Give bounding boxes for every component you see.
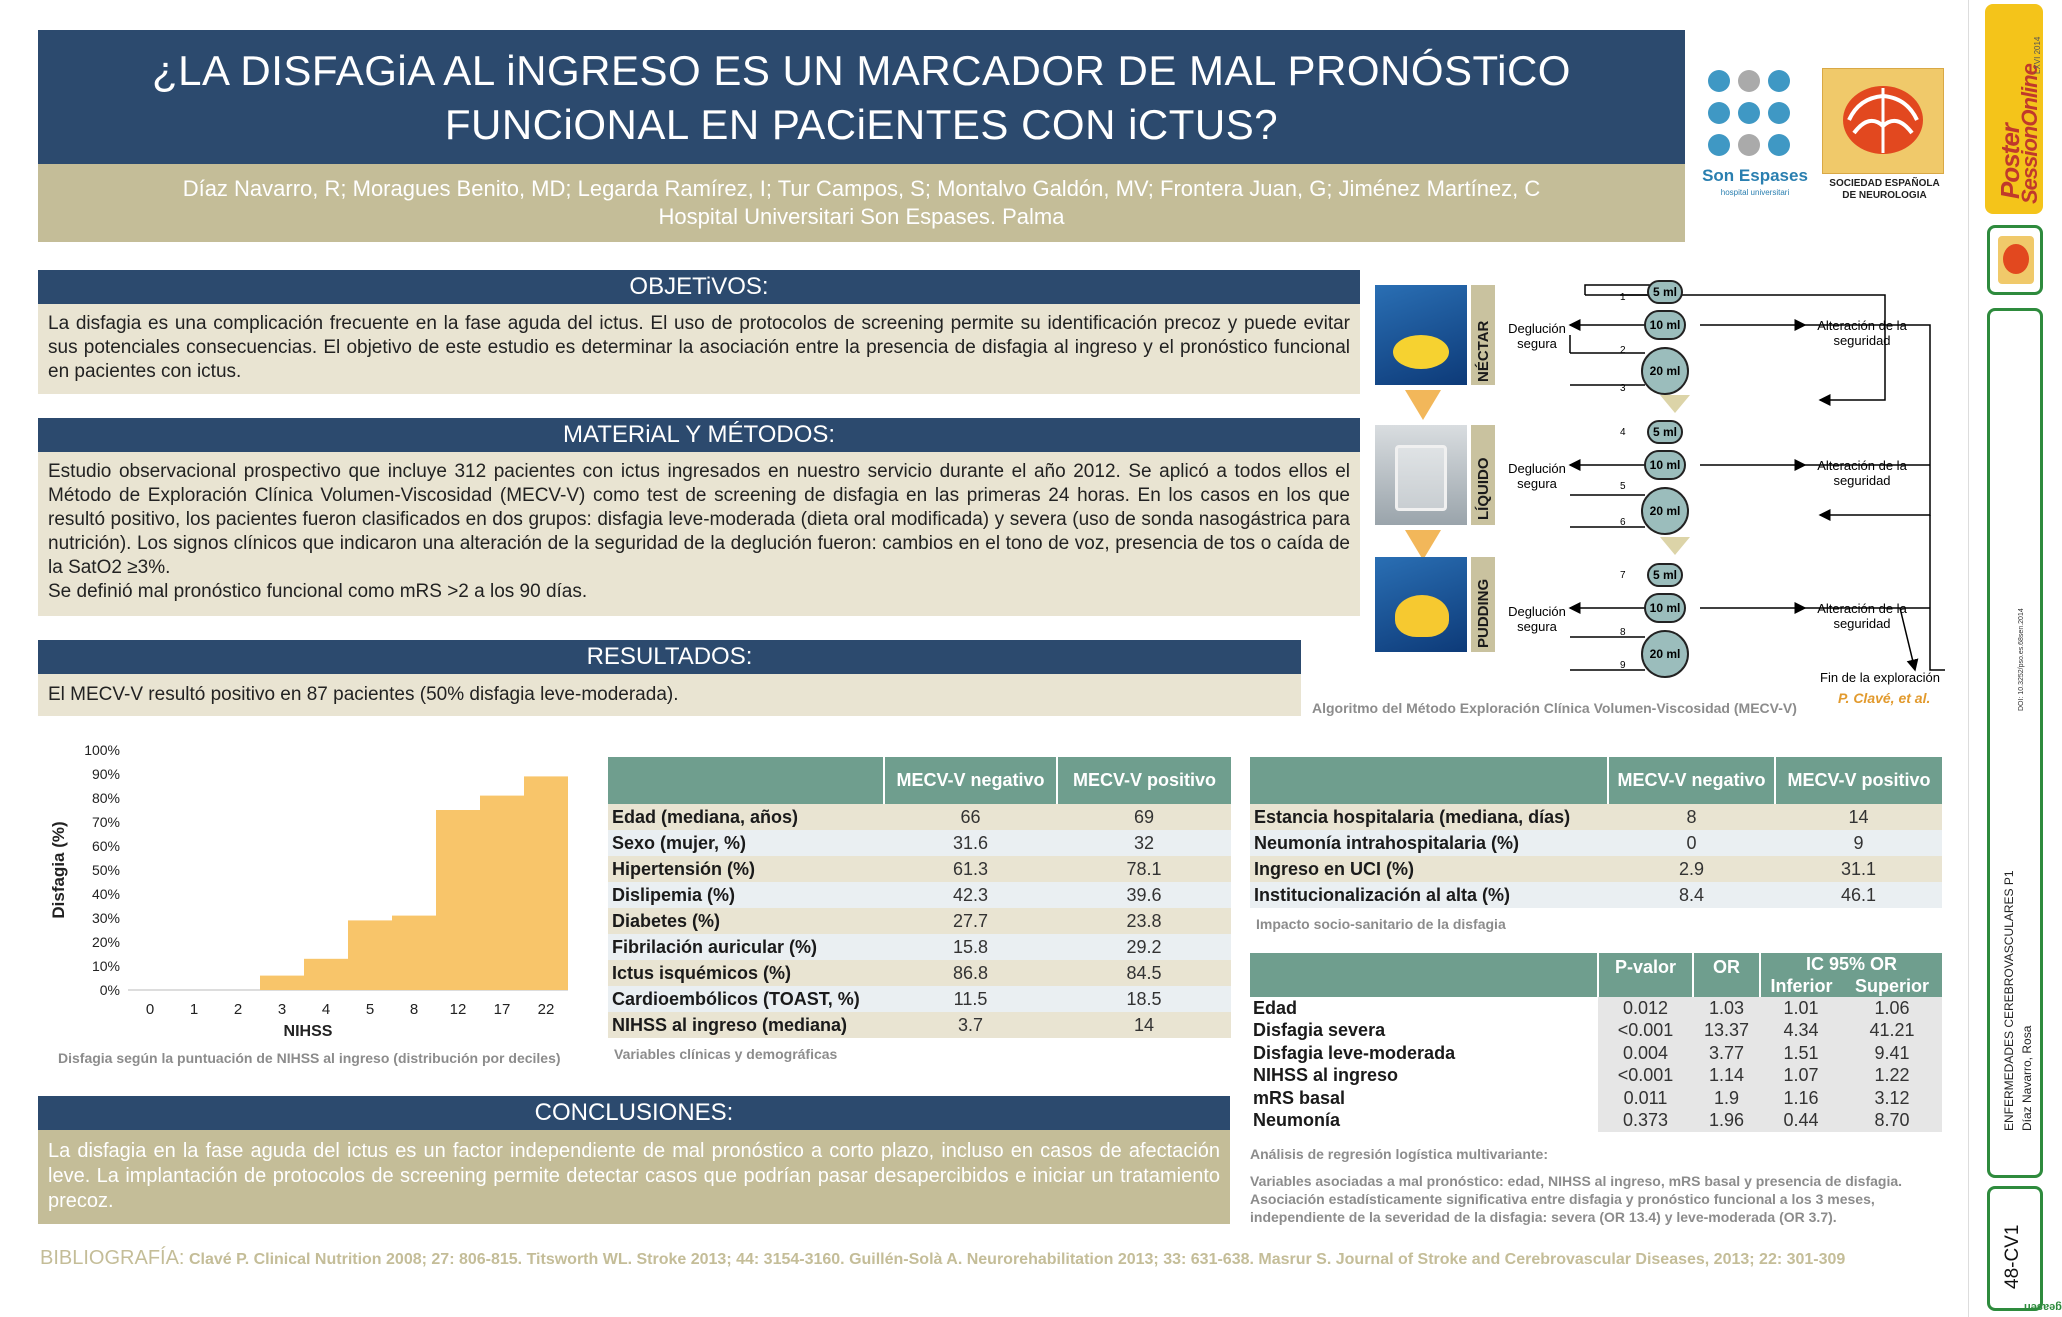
regression-value: 13.37 <box>1693 1020 1760 1043</box>
impact_table-value: 8.4 <box>1608 882 1775 908</box>
clinical_table-label: Diabetes (%) <box>608 908 884 934</box>
metodos-text: Estudio observacional prospectivo que incluye 312 pacientes con ictus ingresados en nuestro servicio durante el año 2012. Se aplicó a todos ellos el Método de Exploración Clínica Volumen-Viscosidad (MECV-V) como test de screening de disfagia en las primeras 24 horas. En los casos en los que resultó positivo, los pacientes fueron clasificados en dos grupos: disfagia leve-moderada (dieta oral modificada) y severa (uso de sonda nasogástrica para nutrición). Los signos clínicos que indicaron una alteración de la seguridad de la deglución fueron: cambios en el tono de voz, presencia de tos o caída de la SatO2 ≥3%. <box>48 461 1350 578</box>
volume-5ml-liquido: 5 ml <box>1647 420 1683 444</box>
regression-value: 9.41 <box>1842 1042 1942 1065</box>
impact-table <box>1250 757 1942 908</box>
clinical-header-empty <box>608 757 884 804</box>
clinical_table-value: 39.6 <box>1057 882 1231 908</box>
bibliography-text: Clavé P. Clinical Nutrition 2008; 27: 806-815. Titsworth WL. Stroke 2013; 44: 3154-3160. Guillén-Solà A. Neurorehabilitation 2013; 33: 631-638. Masrur S. Journal of Stroke and Cerebrovascular Diseases, 2013; 22: 301-309 <box>188 1251 1846 1268</box>
x-axis-title: NIHSS <box>283 1023 333 1040</box>
regression-table <box>1250 953 1942 1132</box>
regression-value: 1.16 <box>1760 1087 1842 1110</box>
impact_table-label: Ingreso en UCI (%) <box>1250 856 1608 882</box>
regression-value: 4.34 <box>1760 1020 1842 1043</box>
regression-label: Disfagia leve-moderada <box>1250 1042 1598 1065</box>
regression-row <box>1250 1042 1942 1065</box>
clinical_table-value: 31.6 <box>884 830 1057 856</box>
y-tick-label: 60% <box>91 838 120 854</box>
resultados-text: El MECV-V resultó positivo en 87 pacientes (50% disfagia leve-moderada). <box>38 674 1301 716</box>
regression-value: 1.03 <box>1693 997 1760 1020</box>
clinical_table-label: NIHSS al ingreso (mediana) <box>608 1012 884 1038</box>
right-sidebar <box>1968 0 2062 1317</box>
title-line-1: ¿LA DISFAGiA AL iNGRESO ES UN MARCADOR DE MAL PRONÓSTiCO <box>152 47 1571 94</box>
step-8: 8 <box>1620 627 1626 638</box>
x-tick-label: 17 <box>493 1001 511 1018</box>
clinical_table-row <box>608 960 1231 986</box>
y-tick-label: 30% <box>91 910 120 926</box>
label-liquido: LÍQUIDO <box>1475 457 1492 520</box>
authors-block <box>38 164 1685 242</box>
viscosity-images <box>1375 280 1495 652</box>
regression-value: 41.21 <box>1842 1020 1942 1043</box>
clinical_table-value: 29.2 <box>1057 934 1231 960</box>
poster-code-box <box>1987 1186 2062 1313</box>
doi: DOI: 10.3252/pso.es.68sen.2014 <box>2018 608 2025 711</box>
regression-value: 1.07 <box>1760 1065 1842 1088</box>
regression-row <box>1250 997 1942 1020</box>
conclusiones-heading: CONCLUSIONES: <box>38 1096 1230 1130</box>
bar <box>524 776 568 990</box>
algorithm-caption: Algoritmo del Método Exploración Clínica Volumen-Viscosidad (MECV-V) <box>1312 700 1797 716</box>
step-6: 6 <box>1620 517 1626 528</box>
clinical_table-value: 14 <box>1057 1012 1231 1038</box>
impact_table-value: 8 <box>1608 804 1775 830</box>
regression-value: 1.9 <box>1693 1087 1760 1110</box>
bibliography-label: BIBLIOGRAFÍA: <box>40 1247 185 1269</box>
end-of-exploration: Fin de la exploración <box>1820 670 1940 685</box>
y-tick-label: 90% <box>91 766 120 782</box>
nectar-image <box>1375 285 1467 385</box>
regression-row <box>1250 1020 1942 1043</box>
bibliography <box>40 1247 1950 1270</box>
volume-10ml-liquido: 10 ml <box>1644 450 1686 480</box>
impact_table-value: 2.9 <box>1608 856 1775 882</box>
regression-label: mRS basal <box>1250 1087 1598 1110</box>
regression-row <box>1250 1110 1942 1133</box>
poster-title <box>38 30 1685 164</box>
regression-value: 1.01 <box>1760 997 1842 1020</box>
x-tick-label: 5 <box>365 1001 375 1018</box>
poster-code: 48-CV1 <box>2002 1224 2023 1289</box>
regression-label: NIHSS al ingreso <box>1250 1065 1598 1088</box>
clinical-table <box>608 757 1231 1038</box>
regression-caption: Análisis de regresión logística multivariante: <box>1250 1146 1548 1162</box>
y-tick-label: 10% <box>91 958 120 974</box>
clinical-caption: Variables clínicas y demográficas <box>614 1046 838 1062</box>
clinical_table-row <box>608 804 1231 830</box>
y-tick-label: 50% <box>91 862 120 878</box>
arrow-down-icon <box>1405 390 1441 420</box>
category: ENFERMEDADES CEREBROVASCULARES P1 <box>2002 870 2016 1131</box>
regression-row <box>1250 1065 1942 1088</box>
regression-value: <0.001 <box>1598 1020 1693 1043</box>
regression-label: Neumonía <box>1250 1110 1598 1133</box>
impact_table-row <box>1250 804 1942 830</box>
label-pudding: PUDDING <box>1475 578 1492 648</box>
clinical_table-label: Cardioembólicos (TOAST, %) <box>608 986 884 1012</box>
brand-session: SessionOnline <box>2017 64 2042 204</box>
y-tick-label: 80% <box>91 790 120 806</box>
clinical-header-negative: MECV-V negativo <box>884 757 1057 804</box>
clinical_table-value: 42.3 <box>884 882 1057 908</box>
x-tick-label: 4 <box>321 1001 331 1018</box>
regression-table-wrap <box>1250 953 1942 1226</box>
clinical_table-value: 32 <box>1057 830 1231 856</box>
volume-20ml-nectar: 20 ml <box>1641 347 1689 395</box>
x-tick-label: 3 <box>277 1001 287 1018</box>
regression-value: <0.001 <box>1598 1065 1693 1088</box>
clinical_table-label: Ictus isquémicos (%) <box>608 960 884 986</box>
impact-header-empty <box>1250 757 1608 804</box>
regression-value: 1.22 <box>1842 1065 1942 1088</box>
clinical_table-value: 15.8 <box>884 934 1057 960</box>
objetivos-text: La disfagia es una complicación frecuente en la fase aguda del ictus. El uso de protocolos de screening permite su identificación precoz y puede evitar sus potenciales consecuencias. El objetivo de este estudio es determinar la asociación entre la presencia de disfagia al ingreso y el pronóstico funcional en pacientes con ictus. <box>38 304 1360 394</box>
regression-label: Edad <box>1250 997 1598 1020</box>
bar <box>480 796 524 990</box>
clinical_table-value: 11.5 <box>884 986 1057 1012</box>
mecvv-algorithm <box>1505 275 1945 695</box>
clinical_table-row <box>608 830 1231 856</box>
step-9: 9 <box>1620 660 1626 671</box>
safe-swallow-2: Deglución segura <box>1508 461 1566 491</box>
author-name: Díaz Navarro, Rosa <box>2020 1025 2034 1131</box>
regression-value: 1.14 <box>1693 1065 1760 1088</box>
y-tick-label: 0% <box>99 982 120 998</box>
nihss-chart <box>38 728 598 1038</box>
regression-value: 1.96 <box>1693 1110 1760 1133</box>
regression-value: 0.44 <box>1760 1110 1842 1133</box>
impact_table-row <box>1250 830 1942 856</box>
regression-row <box>1250 1087 1942 1110</box>
impact_table-value: 46.1 <box>1775 882 1942 908</box>
safety-alteration-3: Alteración de la seguridad <box>1817 601 1907 631</box>
son-espases-logo <box>1700 62 1820 207</box>
safe-swallow-3: Deglución segura <box>1508 604 1566 634</box>
regression-header-inferior: Inferior <box>1760 975 1842 997</box>
step-1: 1 <box>1620 292 1626 303</box>
metodos-body <box>38 452 1360 616</box>
bar <box>260 976 304 990</box>
regression-header-ic: IC 95% OR <box>1760 953 1942 975</box>
regression-value: 8.70 <box>1842 1110 1942 1133</box>
y-tick-label: 20% <box>91 934 120 950</box>
impact_table-row <box>1250 882 1942 908</box>
regression-header-empty <box>1250 953 1598 997</box>
impact_table-label: Neumonía intrahospitalaria (%) <box>1250 830 1608 856</box>
impact_table-value: 9 <box>1775 830 1942 856</box>
impact-header-negative: MECV-V negativo <box>1608 757 1775 804</box>
bar <box>436 810 480 990</box>
metodos-definition: Se definió mal pronóstico funcional como mRS >2 a los 90 días. <box>48 581 588 602</box>
pudding-image <box>1375 557 1467 652</box>
volume-20ml-pudding: 20 ml <box>1641 630 1689 678</box>
poster-session-brand <box>1985 4 2043 214</box>
safety-alteration-1: Alteración de la seguridad <box>1817 318 1907 348</box>
clinical_table-value: 78.1 <box>1057 856 1231 882</box>
y-tick-label: 70% <box>91 814 120 830</box>
objetivos-heading: OBJETiVOS: <box>38 270 1360 304</box>
clinical_table-value: 27.7 <box>884 908 1057 934</box>
step-5: 5 <box>1620 481 1626 492</box>
regression-value: 0.012 <box>1598 997 1693 1020</box>
step-4: 4 <box>1620 427 1626 438</box>
regression-note: Variables asociadas a mal pronóstico: edad, NIHSS al ingreso, mRS basal y presencia de disfagia. Asociación estadísticamente significativa entre disfagia y pronóstico funcional a los 3 meses, independiente de la severidad de la disfagia: severa (OR 13.4) y leve-moderada (OR 3.7). <box>1250 1173 1903 1225</box>
x-tick-label: 1 <box>189 1001 199 1018</box>
clinical_table-value: 18.5 <box>1057 986 1231 1012</box>
arrow-down-icon <box>1405 530 1441 560</box>
y-axis-title: Disfagia (%) <box>49 821 68 919</box>
volume-5ml-nectar: 5 ml <box>1647 280 1683 304</box>
volume-10ml-pudding: 10 ml <box>1644 593 1686 623</box>
step-2: 2 <box>1620 345 1626 356</box>
clinical_table-label: Hipertensión (%) <box>608 856 884 882</box>
impact_table-value: 31.1 <box>1775 856 1942 882</box>
resultados-heading: RESULTADOS: <box>38 640 1301 674</box>
x-tick-label: 8 <box>409 1001 419 1018</box>
regression-header-pvalue: P-valor <box>1598 953 1693 997</box>
clinical_table-row <box>608 1012 1231 1038</box>
volume-10ml-nectar: 10 ml <box>1644 310 1686 340</box>
sen-name-2: DE NEUROLOGIA <box>1842 190 1927 201</box>
clinical_table-label: Edad (mediana, años) <box>608 804 884 830</box>
y-tick-label: 100% <box>84 742 120 758</box>
brand-year: LXVI 2014 <box>2033 36 2042 74</box>
x-tick-label: 22 <box>537 1001 555 1018</box>
brain-icon <box>2003 244 2029 274</box>
bar <box>304 959 348 990</box>
impact-table-wrap <box>1250 757 1942 932</box>
impact_table-label: Institucionalización al alta (%) <box>1250 882 1608 908</box>
impact_table-row <box>1250 856 1942 882</box>
volume-20ml-liquido: 20 ml <box>1641 487 1689 535</box>
impact-header-positive: MECV-V positivo <box>1775 757 1942 804</box>
impact_table-value: 14 <box>1775 804 1942 830</box>
regression-value: 0.373 <box>1598 1110 1693 1133</box>
brand-poster: Poster <box>1995 124 2025 199</box>
safety-alteration-2: Alteración de la seguridad <box>1817 458 1907 488</box>
clinical_table-value: 86.8 <box>884 960 1057 986</box>
publisher: geasen <box>2024 1301 2062 1313</box>
regression-value: 0.004 <box>1598 1042 1693 1065</box>
metodos-heading: MATERiAL Y MÉTODOS: <box>38 418 1360 452</box>
clinical-table-wrap <box>608 757 1231 1062</box>
regression-value: 1.06 <box>1842 997 1942 1020</box>
safe-swallow-1: Deglución segura <box>1508 321 1566 351</box>
impact-caption: Impacto socio-sanitario de la disfagia <box>1256 916 1506 932</box>
authors-list: Díaz Navarro, R; Moragues Benito, MD; Legarda Ramírez, I; Tur Campos, S; Montalvo Galdón, MV; Frontera Juan, G; Jiménez Martínez, C <box>182 176 1541 201</box>
clinical_table-row <box>608 934 1231 960</box>
clinical_table-row <box>608 882 1231 908</box>
regression-value: 3.77 <box>1693 1042 1760 1065</box>
sen-logo <box>1822 68 1950 200</box>
step-7: 7 <box>1620 570 1626 581</box>
x-tick-label: 12 <box>449 1001 467 1018</box>
clinical_table-value: 23.8 <box>1057 908 1231 934</box>
bar <box>348 920 392 990</box>
impact_table-label: Estancia hospitalaria (mediana, días) <box>1250 804 1608 830</box>
clinical_table-value: 69 <box>1057 804 1231 830</box>
clinical_table-value: 84.5 <box>1057 960 1231 986</box>
clinical_table-value: 66 <box>884 804 1057 830</box>
son-espases-name: Son Espases <box>1702 166 1808 185</box>
clinical_table-value: 61.3 <box>884 856 1057 882</box>
volume-5ml-pudding: 5 ml <box>1647 563 1683 587</box>
clinical_table-row <box>608 986 1231 1012</box>
x-tick-label: 2 <box>233 1001 243 1018</box>
clinical_table-label: Dislipemia (%) <box>608 882 884 908</box>
regression-header-superior: Superior <box>1842 975 1942 997</box>
sen-name-1: SOCIEDAD ESPAÑOLA <box>1829 178 1940 189</box>
regression-value: 0.011 <box>1598 1087 1693 1110</box>
clinical_table-label: Sexo (mujer, %) <box>608 830 884 856</box>
nihss-bar-chart <box>38 728 598 1038</box>
institution: Hospital Universitari Son Espases. Palma <box>658 204 1065 229</box>
title-line-2: FUNCiONAL EN PACiENTES CON iCTUS? <box>444 101 1279 148</box>
conclusiones-text: La disfagia en la fase aguda del ictus es un factor independiente de mal pronóstico a corto plazo, incluso en casos de afectación leve. La implantación de protocolos de screening permite detectar casos que podrían pasar desapercibidos e iniciar un tratamiento precoz. <box>38 1130 1230 1224</box>
son-espases-sub: hospital universitari <box>1720 188 1790 197</box>
liquid-image <box>1375 425 1467 525</box>
bar <box>392 916 436 990</box>
regression-value: 3.12 <box>1842 1087 1942 1110</box>
regression-header-or: OR <box>1693 953 1760 997</box>
algorithm-credit: P. Clavé, et al. <box>1838 690 1931 706</box>
sen-mini-logo <box>1987 225 2043 295</box>
brain-icon <box>1834 78 1932 162</box>
impact_table-value: 0 <box>1608 830 1775 856</box>
clinical_table-row <box>608 856 1231 882</box>
y-tick-label: 40% <box>91 886 120 902</box>
regression-label: Disfagia severa <box>1250 1020 1598 1043</box>
clinical_table-label: Fibrilación auricular (%) <box>608 934 884 960</box>
clinical_table-row <box>608 908 1231 934</box>
chart-caption: Disfagia según la puntuación de NIHSS al ingreso (distribución por deciles) <box>58 1050 561 1066</box>
label-nectar: NÉCTAR <box>1475 320 1492 382</box>
x-tick-label: 0 <box>145 1001 155 1018</box>
regression-value: 1.51 <box>1760 1042 1842 1065</box>
sidebar-info-panel <box>1987 308 2043 1178</box>
step-3: 3 <box>1620 383 1626 394</box>
clinical-header-positive: MECV-V positivo <box>1057 757 1231 804</box>
clinical_table-value: 3.7 <box>884 1012 1057 1038</box>
